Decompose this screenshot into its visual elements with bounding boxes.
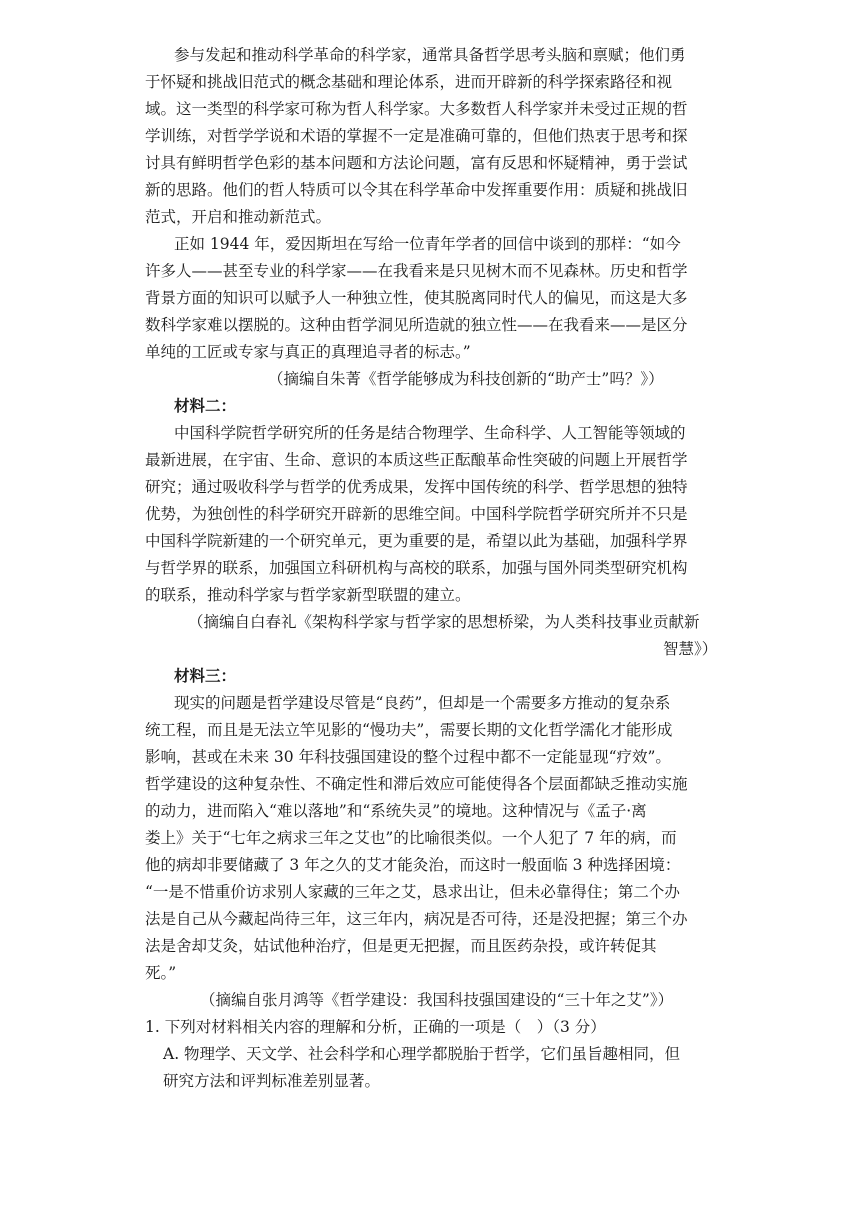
m1-p1-line-3: 域。这一类型的科学家可称为哲人科学家。大多数哲人科学家并未受过正规的哲	[145, 100, 688, 118]
question-1-option-a-line-1: A. 物理学、天文学、社会科学和心理学都脱胎于哲学，它们虽旨趣相同，但	[163, 1045, 681, 1063]
m3-line-10: 法是舍却艾灸，姑试他种治疗，但是更无把握，而且医药杂投，或许转促其	[145, 937, 657, 955]
m1-p2-line-3: 背景方面的知识可以赋予人一种独立性，使其脱离同时代人的偏见，而这是大多	[145, 289, 688, 307]
m1-p2-line-5: 单纯的工匠或专家与真正的真理追寻者的标志。”	[145, 343, 471, 361]
m2-source-line-2: 智慧》）	[663, 640, 718, 658]
m3-line-7: 他的病却非要储藏了 3 年之久的艾才能灸治，而这时一般面临 3 种选择困境：	[145, 856, 681, 874]
m1-p2-line-2: 许多人——甚至专业的科学家——在我看来是只见树木而不见森林。历史和哲学	[145, 262, 688, 280]
m3-source: （摘编自张月鸿等《哲学建设：我国科技强国建设的“三十年之艾”》）	[200, 991, 674, 1009]
m3-line-3: 影响，甚或在未来 30 年科技强国建设的整个过程中都不一定能显现“疗效”。	[145, 748, 671, 766]
m3-line-4: 哲学建设的这种复杂性、不确定性和滞后效应可能使得各个层面都缺乏推动实施	[145, 775, 688, 793]
m2-source-line-1: （摘编自白春礼《架构科学家与哲学家的思想桥梁，为人类科技事业贡献新	[188, 613, 700, 631]
m2-line-1: 中国科学院哲学研究所的任务是结合物理学、生命科学、人工智能等领域的	[174, 424, 686, 442]
m2-line-2: 最新进展，在宇宙、生命、意识的本质这些正酝酿革命性突破的问题上开展哲学	[145, 451, 688, 469]
m3-line-2: 统工程，而且是无法立竿见影的“慢功夫”，需要长期的文化哲学濡化才能形成	[145, 721, 673, 739]
m1-source: （摘编自朱菁《哲学能够成为科技创新的“助产士”吗？》）	[268, 370, 664, 388]
m3-line-8: “一是不惜重价访求别人家藏的三年之艾，恳求出让，但未必靠得住；第二个办	[145, 883, 680, 901]
m3-line-1: 现实的问题是哲学建设尽管是“良药”，但却是一个需要多方推动的复杂系	[174, 694, 671, 712]
question-1-stem: 1. 下列对材料相关内容的理解和分析，正确的一项是（ ）（3 分）	[145, 1018, 606, 1036]
m2-line-6: 与哲学界的联系，加强国立科研机构与高校的联系，加强与国外同类型研究机构	[145, 559, 688, 577]
m3-line-9: 法是自己从今藏起尚待三年，这三年内，病况是否可待，还是没把握；第三个办	[145, 910, 688, 928]
m1-p1-line-6: 新的思路。他们的哲人特质可以令其在科学革命中发挥重要作用：质疑和挑战旧	[145, 181, 688, 199]
m1-p2-line-4: 数科学家难以摆脱的。这种由哲学洞见所造就的独立性——在我看来——是区分	[145, 316, 688, 334]
m2-heading: 材料二：	[174, 396, 237, 415]
question-1-option-a-line-2: 研究方法和评判标准差别显著。	[163, 1072, 381, 1090]
m3-heading: 材料三：	[174, 666, 237, 685]
m1-p1-line-2: 于怀疑和挑战旧范式的概念基础和理论体系，进而开辟新的科学探索路径和视	[145, 73, 673, 91]
m1-p1-line-4: 学训练，对哲学学说和术语的掌握不一定是准确可靠的，但他们热衷于思考和探	[145, 127, 688, 145]
m1-p1-line-7: 范式，开启和推动新范式。	[145, 208, 332, 226]
m1-p1-line-5: 讨具有鲜明哲学色彩的基本问题和方法论问题，富有反思和怀疑精神，勇于尝试	[145, 154, 688, 172]
m2-line-5: 中国科学院新建的一个研究单元，更为重要的是，希望以此为基础，加强科学界	[145, 532, 688, 550]
m3-line-6: 娄上》关于“七年之病求三年之艾也”的比喻很类似。一个人犯了 7 年的病，而	[145, 829, 677, 847]
m2-line-4: 优势，为独创性的科学研究开辟新的思维空间。中国科学院哲学研究所并不只是	[145, 505, 688, 523]
m2-line-7: 的联系，推动科学家与哲学家新型联盟的建立。	[145, 586, 471, 604]
m1-p1-line-1: 参与发起和推动科学革命的科学家，通常具备哲学思考头脑和禀赋；他们勇	[174, 46, 686, 64]
m2-line-3: 研究；通过吸收科学与哲学的优秀成果，发挥中国传统的科学、哲学思想的独特	[145, 478, 688, 496]
m1-p2-line-1: 正如 1944 年，爱因斯坦在写给一位青年学者的回信中谈到的那样：“如今	[174, 235, 681, 253]
m3-line-5: 的动力，进而陷入“难以落地”和“系统失灵”的境地。这种情况与《孟子·离	[145, 802, 647, 820]
m3-line-11: 死。”	[145, 964, 177, 982]
